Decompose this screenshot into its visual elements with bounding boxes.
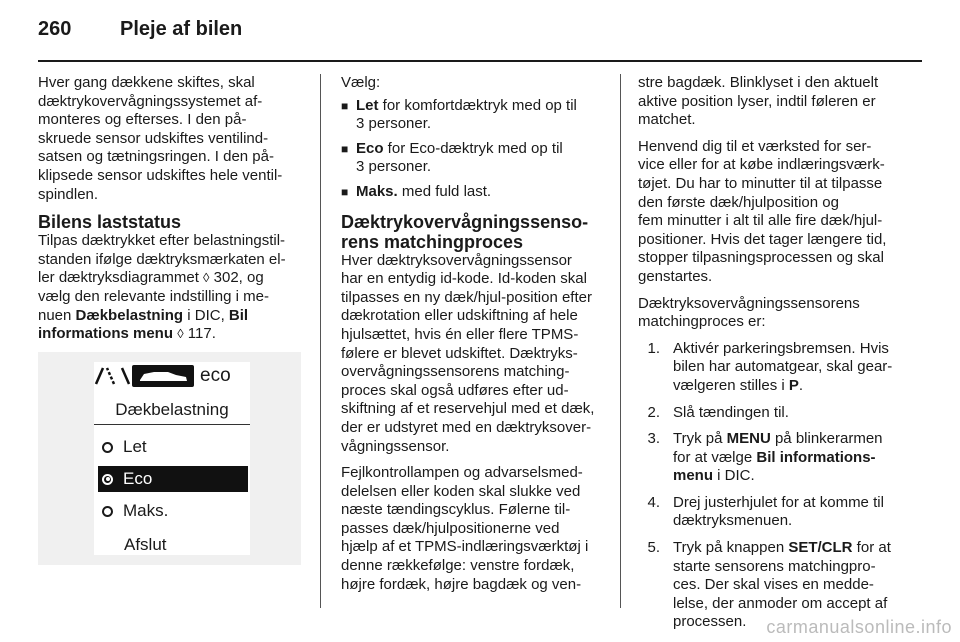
option-text: for Eco-dæktryk med op til 3 personer.	[356, 139, 563, 176]
list-item	[647, 403, 908, 423]
step-number: 2.	[647, 403, 660, 421]
text: 117.	[183, 325, 216, 343]
dic-exit-label: Afslut	[124, 535, 167, 554]
step-bold: P	[788, 376, 799, 394]
step-number: 1.	[647, 339, 660, 357]
radio-empty-icon	[102, 506, 113, 517]
column-1	[38, 74, 308, 352]
page-header	[38, 18, 242, 48]
list-item	[341, 97, 607, 134]
menu-name: Bil informations menu	[38, 306, 249, 343]
step-number: 5.	[647, 539, 660, 557]
section-heading-load-status: Bilens laststatus	[38, 212, 182, 233]
paragraph: Dæktryksovervågningssensorens matchingproces er:	[638, 294, 860, 331]
step-bold: Bil informations- menu	[673, 448, 876, 485]
load-options-list	[341, 97, 607, 202]
load-status-paragraph	[38, 232, 308, 344]
text: Tilpas dæktrykket efter belastningstil- standen ifølge dæktryksmærkaten el- ler dæktryksdiagrammet	[38, 232, 286, 287]
radio-selected-icon	[102, 474, 113, 485]
step-text: Aktivér parkeringsbremsen. Hvis bilen har automatgear, skal gear- vælgeren stilles i	[673, 339, 893, 394]
paragraph: Henvend dig til et værksted for ser- vice eller for at købe indlæringsværk- tøjet. Du har to minutter til at tilpasse den første dæk/hjulposition og fem minutter i alt til alle fire dæk/hjul- positioner. Hvis det tager længere tid, stopper tilpasningsprocessen og skal genstartes.	[638, 137, 887, 285]
menu-name: Dækbelastning	[75, 306, 184, 324]
option-name: Let	[356, 96, 379, 114]
step-text: for at starte sensorens matchingpro- ces. Der skal vises en medde- lelse, der anmoder om accept af processen.	[673, 539, 891, 631]
radio-empty-icon	[102, 442, 113, 453]
page-number: 260	[38, 18, 72, 40]
matching-paragraph-1: Hver dæktryksovervågningssensor har en entydig id-kode. Id-koden skal tilpasses en ny dæk/hjul-position efter dækrotation eller udskiftning af hele hjulsættet, hvis én eller flere TPMS- følere er blevet udskiftet. Dæktryks- overvågningssensorens matching- proces skal også udføres efter ud- skiftning af et reservehjul med et dæk, der er udstyret med en dæktryksover- vågningssensor.	[341, 251, 595, 455]
reference-arrow-icon: ◊	[203, 270, 210, 286]
option-name: Eco	[356, 139, 384, 157]
option-text: for komfortdæktryk med op til 3 personer.	[356, 96, 577, 133]
step-text: Tryk på	[673, 430, 727, 448]
list-item	[647, 493, 908, 531]
dic-option-label: Let	[123, 437, 147, 456]
dic-option-label: Eco	[123, 469, 153, 488]
matching-steps-list	[647, 339, 908, 632]
list-item	[341, 183, 607, 202]
road-icon	[96, 368, 129, 384]
watermark: carmanualsonline.info	[766, 617, 952, 637]
dic-status-bar	[94, 364, 250, 388]
step-text: Slå tændingen til.	[673, 403, 789, 421]
intro-paragraph: Hver gang dækkene skiftes, skal dæktrykovervågningssystemet af- monteres og efterses. I den på- skruede sensor udskiftes ventilind- satsen og tætningsringen. I den på- klipsede sensor udskiftes hele ventil- spindlen.	[38, 74, 283, 203]
step-text: i DIC.	[713, 467, 755, 485]
list-item	[647, 430, 908, 486]
list-item	[647, 339, 908, 396]
dic-option-eco	[98, 466, 248, 492]
column-divider	[320, 74, 321, 608]
step-text: .	[798, 376, 804, 394]
option-name: Maks.	[356, 182, 398, 200]
eco-badge: eco	[200, 365, 231, 386]
step-text: Tryk på knappen	[673, 539, 789, 557]
reference-arrow-icon: ◊	[177, 326, 184, 342]
column-3	[638, 74, 908, 640]
choose-label: Vælg:	[341, 74, 381, 91]
column-2	[341, 74, 607, 602]
list-item	[341, 140, 607, 177]
dic-divider	[94, 424, 250, 425]
option-text: med fuld last.	[397, 182, 492, 200]
page-title: Pleje af bilen	[120, 18, 243, 40]
step-bold: MENU	[726, 430, 771, 448]
step-bold: SET/CLR	[788, 539, 853, 557]
dic-display-illustration	[38, 352, 301, 565]
step-text: Drej justerhjulet for at komme til dæktryksmenuen.	[673, 493, 884, 530]
step-number: 3.	[647, 430, 660, 448]
step-number: 4.	[647, 493, 660, 511]
steps-wrapper	[638, 340, 908, 632]
column-divider	[620, 74, 621, 608]
text: i DIC,	[183, 306, 229, 324]
header-rule	[38, 60, 922, 62]
dic-option-label: Maks.	[123, 501, 169, 520]
paragraph: stre bagdæk. Blinklyset i den aktuelt aktive position lyser, indtil føleren er matchet.	[638, 74, 879, 129]
dic-menu-title: Dækbelastning	[115, 400, 229, 419]
section-heading-matching: Dæktrykovervågningssenso- rens matchingproces	[341, 211, 589, 252]
dic-option-let	[98, 434, 248, 460]
matching-paragraph-2: Fejlkontrollampen og advarselsmed- delelsen eller koden skal slukke ved næste tændingscyklus. Følerne til- passes dæk/hjulpositionerne ved hjælp af et TPMS-indlæringsværktøj i denne rækkefølge: venstre fordæk, højre fordæk, højre bagdæk og ven-	[341, 464, 589, 593]
dic-option-maks	[98, 498, 248, 524]
step-text: på blinkerarmen for at vælge	[673, 430, 883, 466]
dic-screen	[94, 362, 250, 555]
text: 302, og vælg den relevante indstilling i me- nuen	[38, 269, 269, 324]
